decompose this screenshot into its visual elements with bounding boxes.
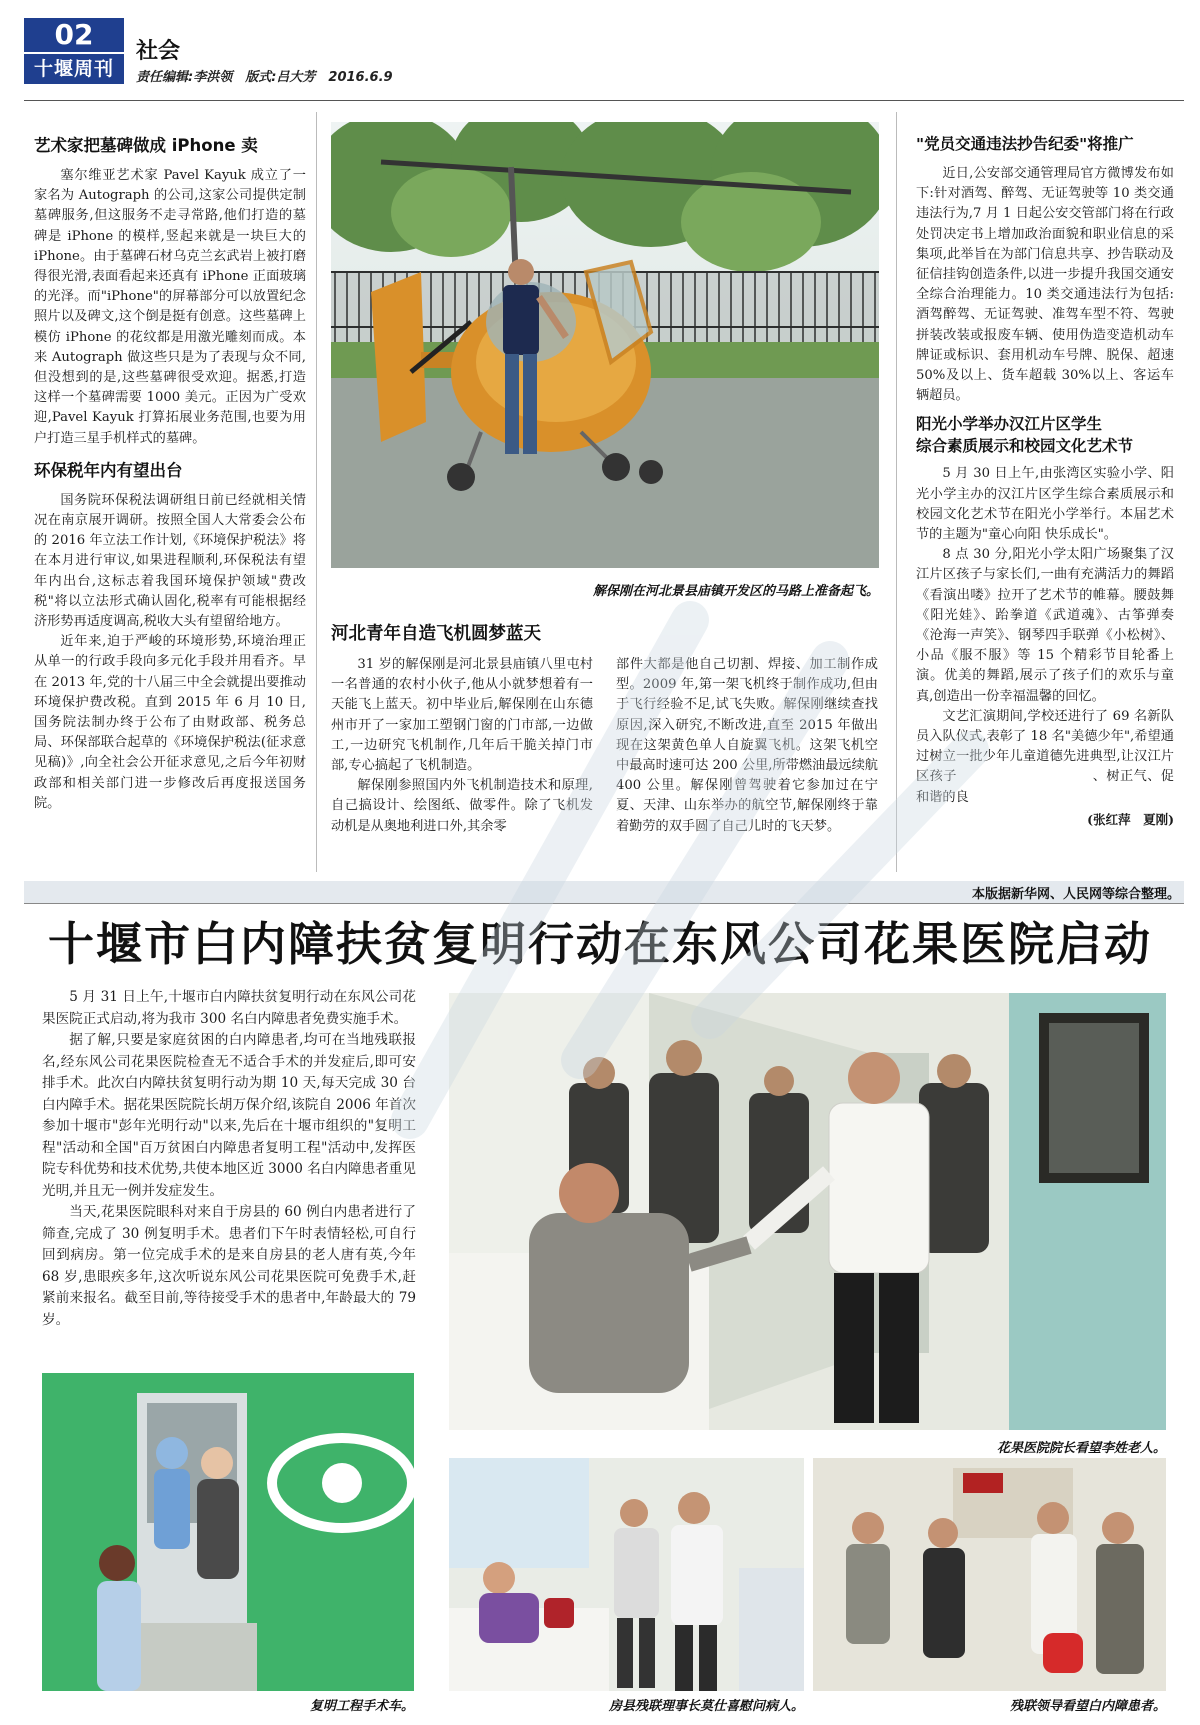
byline: (张红萍 夏刚) xyxy=(1087,811,1174,827)
aircraft-photo xyxy=(331,122,879,568)
leaders-visit-illustration xyxy=(813,1458,1166,1691)
story-headline: 十堰市白内障扶贫复明行动在东风公司花果医院启动 xyxy=(48,917,1152,971)
article-title: 综合素质展示和校园文化艺术节 xyxy=(916,437,1134,456)
ward-visit-photo xyxy=(449,1458,804,1691)
article-title: "党员交通违法抄告纪委"将推广 xyxy=(916,135,1134,153)
photo-caption: 复明工程手术车。 xyxy=(309,1699,414,1714)
photo-caption: 花果医院院长看望李姓老人。 xyxy=(996,1441,1166,1456)
paragraph: 31 岁的解保刚是河北景县庙镇八里屯村一名普通的农村小伙子,他从小就梦想着有一天能飞上蓝天。初中毕业后,解保刚在山东德州市开了一家加工塑钢门窗的门市部,一边做工,一边研究飞机制作,几年后干脆关掉门市部,专心搞起了飞机制造。 xyxy=(331,657,593,774)
story-rule xyxy=(24,903,1184,904)
paper-name: 十堰周刊 xyxy=(24,54,124,84)
column-divider xyxy=(896,112,897,872)
article-body xyxy=(916,464,1174,807)
article-title: 阳光小学举办汉江片区学生 xyxy=(916,415,1103,434)
surgery-vehicle-photo xyxy=(42,1373,414,1691)
paragraph: 解保刚参照国内外飞机制造技术和原理,自己搞设计、绘图纸、做零件。除了飞机发动机是从奥地利进口外,其余零 xyxy=(331,778,593,834)
masthead-rule xyxy=(24,100,1184,101)
paragraph: 据了解,只要是家庭贫困的白内障患者,均可在当地残联报名,经东风公司花果医院检查无不适合手术的并发症后,即可安排手术。此次白内障扶贫复明行动为期 10 天,每天完成 30 台白内障手术。据花果医院院长胡万保介绍,该院自 2006 年首次参加十堰市"彭年光明行动"以来,先后在十堰市组织的"复明工程"活动和全国"百万贫困白内障患者复明工程"活动中,发挥医院专科优势和技术优势,共使本地区近 3000 名白内障患者重见光明,并且无一例并发症发生。 xyxy=(42,1032,416,1199)
article-column-2 xyxy=(616,655,878,837)
paragraph: 部件大都是他自己切割、焊接、加工制作成型。2009 年,第一架飞机终于制作成功,但由于飞行经验不足,试飞失败。解保刚继续查找原因,深入研究,不断改进,直至 2015 年做出现在这架黄色单人自旋翼飞机。这架飞机空中最高时速可达 200 公里,所带燃油最远续航 400 公里。解保刚曾驾驶着它参加过在宁夏、天津、山东举办的航空节,解保刚终于靠着勤劳的双手圆了自己儿时的飞天梦。 xyxy=(616,657,878,834)
left-column xyxy=(34,132,306,814)
article-title: 艺术家把墓碑做成 iPhone 卖 xyxy=(34,136,258,155)
paragraph: 5 月 31 日上午,十堰市白内障扶贫复明行动在东风公司花果医院正式启动,将为我市 300 名白内障患者免费实施手术。 xyxy=(42,989,416,1027)
paragraph: 当天,花果医院眼科对来自于房县的 60 例白内患者进行了筛查,完成了 30 例复明手术。患者们下午时表情轻松,可自行回到病房。第一位完成手术的是来自房县的老人唐有英,今年 68 岁,患眼疾多年,这次听说东风公司花果医院可免费手术,赶紧前来报名。截至目前,等待接受手术的患者中,年龄最大的 79 岁。 xyxy=(42,1204,416,1328)
paragraph: 8 点 30 分,阳光小学太阳广场聚集了汉江片区孩子与家长们,一曲有充满活力的舞蹈《看演出喽》拉开了艺术节的帷幕。腰鼓舞《阳光娃》、跆拳道《武道魂》、古筝弹奏《沧海一声笑》、钢琴四手联弹《小松树》、小品《服不服》等 15 个精彩节目轮番上演。优美的舞蹈,展示了孩子们的欢乐与童真,创造出一份幸福温馨的回忆。 xyxy=(916,547,1174,704)
paragraph: 近年来,迫于严峻的环境形势,环境治理正从单一的行政手段向多元化手段并用看齐。早在 2013 年,党的十八届三中全会就提出要推动环境保护费改税。直到 2015 年 6 月 10 日,国务院法制办终于公布了由财政部、税务总局、环保部联合起草的《环境保护税法(征求意见稿)》,向全社会公开征求意见,之后今年初财政部和相关部门进一步修改后再度报送国务院。 xyxy=(34,634,306,811)
article-body xyxy=(34,166,306,449)
paragraph: 文艺汇演期间,学校还进行了 69 名新队员入队仪式,表彰了 18 名"美德少年",希望通过树立一批少年儿童道德先进典型,让汉江片区孩子 、树正气、促和谐的良 xyxy=(916,708,1174,805)
article-title: 河北青年自造飞机圆梦蓝天 xyxy=(331,624,541,644)
story-body xyxy=(42,987,416,1331)
article-body xyxy=(34,491,306,814)
source-note: 本版据新华网、人民网等综合整理。 xyxy=(971,887,1180,902)
aircraft-illustration xyxy=(331,122,879,568)
right-column xyxy=(916,132,1174,828)
article-column-1 xyxy=(331,655,593,837)
paragraph: 5 月 30 日上午,由张湾区实验小学、阳光小学主办的汉江片区学生综合素质展示和校园文化艺术节在阳光小学举行。本届艺术节的主题为"童心向阳 快乐成长"。 xyxy=(916,466,1174,543)
ward-visit-illustration xyxy=(449,1458,804,1691)
article-body xyxy=(916,164,1174,406)
paragraph: 塞尔维亚艺术家 Pavel Kayuk 成立了一家名为 Autograph 的公司,这家公司提供定制墓碑服务,但这服务不走寻常路,他们打造的墓碑是 iPhone 的模样,竖起来就是一块巨大的 iPhone。由于墓碑石材乌克兰玄武岩上被打磨得很光滑,表面看起来还真有 iPhone 正面玻璃的光泽。而"iPhone"的屏幕部分可以放置纪念照片以及碑文,这个倒是挺有创意。这些墓碑上模仿 iPhone 的花纹都是用激光雕刻而成。本来 Autograph 做这些只是为了表现与众不同,但没想到的是,这些墓碑很受欢迎。据悉,打造这样一个墓碑需要 1000 美元。正因为广受欢迎,Pavel Kayuk 打算拓展业务范围,也要为用户打造三星手机样式的墓碑。 xyxy=(34,168,306,446)
main-photo xyxy=(449,993,1166,1430)
photo-caption: 残联领导看望白内障患者。 xyxy=(1009,1699,1166,1714)
paragraph: 近日,公安部交通管理局官方微博发布如下:针对酒驾、醉驾、无证驾驶等 10 类交通违法行为,7 月 1 日起公安交管部门将在行政处罚决定书上增加政治面貌和职业信息的采集项,此举旨在为部门信息共享、抄告联动及征信挂钩创造条件,以进一步提升我国交通安全综合治理能力。10 类交通违法行为包括:酒驾醉驾、无证驾驶、准驾车型不符、驾驶拼装改装或报废车辆、使用伪造变造机动车牌证或标识、套用机动车号牌、脱保、超速 50%及以上、货车超载 30%以上、客运车辆超员。 xyxy=(916,166,1174,404)
paragraph: 国务院环保税法调研组日前已经就相关情况在南京展开调研。按照全国人大常委会公布的 2016 年立法工作计划,《环境保护税法》将在本月进行审议,如果进程顺利,环保税法有望年内出台,这标志着我国环境保护领域"费改税"将以立法形式确认固化,税率有可能根据经济形势再适度调高,税收大头有望留给地方。 xyxy=(34,492,306,630)
surgery-vehicle-illustration xyxy=(42,1373,414,1691)
section-title: 社会 xyxy=(136,39,181,64)
column-divider xyxy=(316,112,317,872)
photo-caption: 房县残联理事长莫仕喜慰问病人。 xyxy=(608,1699,804,1714)
article-title: 环保税年内有望出台 xyxy=(34,460,183,480)
photo-caption: 解保刚在河北景县庙镇开发区的马路上准备起飞。 xyxy=(592,584,879,599)
page-number: 02 xyxy=(24,18,124,52)
hospital-corridor-illustration xyxy=(449,993,1166,1430)
editors-line: 责任编辑:李洪领 版式:吕大芳 2016.6.9 xyxy=(136,70,393,85)
leaders-visit-photo xyxy=(813,1458,1166,1691)
